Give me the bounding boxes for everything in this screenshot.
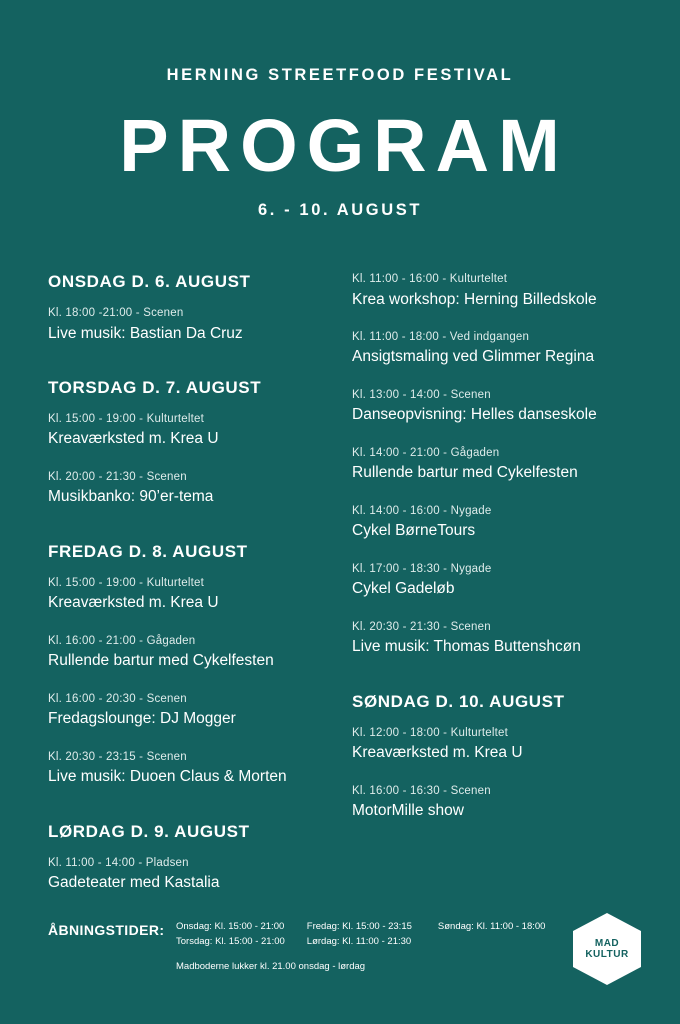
event-name: Kreaværksted m. Krea U: [48, 430, 219, 448]
event-name: Live musik: Thomas Buttenshcøn: [352, 638, 581, 656]
day-heading: LØRDAG D. 9. AUGUST: [48, 821, 250, 841]
opening-hours-col-1: [176, 920, 285, 949]
list-item: [48, 576, 318, 614]
event-meta: Kl. 20:30 - 21:30 - Scenen: [352, 620, 491, 633]
program-columns: [0, 272, 680, 914]
logo-line-2: KULTUR: [585, 949, 629, 960]
opening-hours-line: Søndag: Kl. 11:00 - 18:00: [437, 921, 546, 932]
event-name: Krea workshop: Herning Billedskole: [352, 290, 597, 308]
opening-hours-col-3: [438, 920, 546, 949]
event-meta: Kl. 20:30 - 23:15 - Scenen: [48, 750, 187, 763]
footer-note: Madboderne lukker kl. 21.00 onsdag - lørdag: [176, 961, 366, 972]
event-meta: Kl. 18:00 -21:00 - Scenen: [48, 307, 184, 319]
event-meta: Kl. 20:00 - 21:30 - Scenen: [48, 470, 187, 483]
event-meta: Kl. 17:00 - 18:30 - Nygade: [352, 562, 492, 575]
program-column-right: [340, 272, 680, 914]
day-section: [48, 272, 318, 344]
day-section: [48, 542, 318, 788]
event-name: Live musik: Duoen Claus & Morten: [48, 768, 287, 786]
madkultur-logo: [570, 912, 644, 986]
list-item: [352, 726, 640, 764]
event-meta: Kl. 16:00 - 16:30 - Scenen: [352, 784, 491, 797]
day-section: [352, 692, 640, 822]
event-name: Kreaværksted m. Krea U: [48, 594, 219, 612]
event-meta: Kl. 16:00 - 20:30 - Scenen: [48, 692, 187, 705]
day-heading: SØNDAG D. 10. AUGUST: [352, 691, 565, 711]
event-name: Musikbanko: 90’er-tema: [48, 488, 214, 506]
list-item: [352, 504, 640, 542]
event-name: MotorMille show: [352, 802, 464, 820]
opening-hours-line: Torsdag: Kl. 15:00 - 21:00: [176, 935, 285, 947]
list-item: [352, 388, 640, 426]
list-item: [352, 446, 640, 484]
event-meta: Kl. 15:00 - 19:00 - Kulturteltet: [48, 576, 204, 589]
opening-hours: [176, 920, 567, 949]
event-name: Kreaværksted m. Krea U: [352, 744, 523, 762]
logo-text: [570, 912, 644, 986]
event-meta: Kl. 11:00 - 18:00 - Ved indgangen: [352, 330, 530, 343]
list-item: [352, 620, 640, 658]
day-section: [48, 378, 318, 508]
event-meta: Kl. 16:00 - 21:00 - Gågaden: [48, 634, 196, 647]
event-name: Rullende bartur med Cykelfesten: [352, 464, 578, 482]
festival-name: HERNING STREETFOOD FESTIVAL: [166, 66, 514, 84]
event-name: Live musik: Bastian Da Cruz: [48, 324, 243, 342]
event-meta: Kl. 14:00 - 21:00 - Gågaden: [352, 446, 500, 459]
opening-hours-line: Onsdag: Kl. 15:00 - 21:00: [176, 921, 285, 932]
list-item: [48, 412, 318, 450]
opening-hours-line: Lørdag: Kl. 11:00 - 21:30: [306, 935, 412, 947]
poster-header: [0, 0, 680, 220]
opening-hours-col-2: [307, 920, 412, 949]
list-item: [352, 562, 640, 600]
event-meta: Kl. 13:00 - 14:00 - Scenen: [352, 388, 491, 401]
day-section: [48, 822, 318, 894]
event-name: Gadeteater med Kastalia: [48, 874, 220, 892]
list-item: [48, 634, 318, 672]
day-heading: TORSDAG D. 7. AUGUST: [48, 377, 262, 397]
list-item: [48, 470, 318, 508]
opening-hours-label: ÅBNINGSTIDER:: [48, 922, 165, 938]
event-name: Cykel Gadeløb: [352, 580, 455, 598]
event-name: Danseopvisning: Helles danseskole: [352, 406, 597, 424]
day-heading: FREDAG D. 8. AUGUST: [48, 541, 248, 561]
list-item: [48, 692, 318, 730]
list-item: [48, 750, 318, 788]
list-item: [352, 272, 640, 310]
day-heading: ONSDAG D. 6. AUGUST: [48, 272, 251, 291]
festival-dates: 6. - 10. AUGUST: [258, 200, 422, 219]
program-column-left: [0, 272, 340, 914]
poster-footer: [0, 904, 680, 1024]
page-title: PROGRAM: [119, 104, 569, 187]
event-meta: Kl. 12:00 - 18:00 - Kulturteltet: [352, 726, 508, 739]
event-meta: Kl. 14:00 - 16:00 - Nygade: [352, 504, 492, 517]
list-item: [352, 330, 640, 368]
list-item: [48, 306, 318, 344]
event-name: Rullende bartur med Cykelfesten: [48, 652, 274, 670]
list-item: [48, 856, 318, 894]
logo-line-1: MAD: [594, 937, 620, 949]
event-name: Ansigtsmaling ved Glimmer Regina: [352, 348, 595, 366]
event-meta: Kl. 11:00 - 14:00 - Pladsen: [48, 856, 189, 869]
event-meta: Kl. 11:00 - 16:00 - Kulturteltet: [352, 273, 508, 285]
event-name: Cykel BørneTours: [352, 522, 476, 540]
opening-hours-line: Fredag: Kl. 15:00 - 23:15: [306, 921, 412, 932]
list-item: [352, 784, 640, 822]
event-name: Fredagslounge: DJ Mogger: [48, 710, 236, 728]
event-meta: Kl. 15:00 - 19:00 - Kulturteltet: [48, 412, 204, 425]
day-section-continued: [352, 272, 640, 658]
